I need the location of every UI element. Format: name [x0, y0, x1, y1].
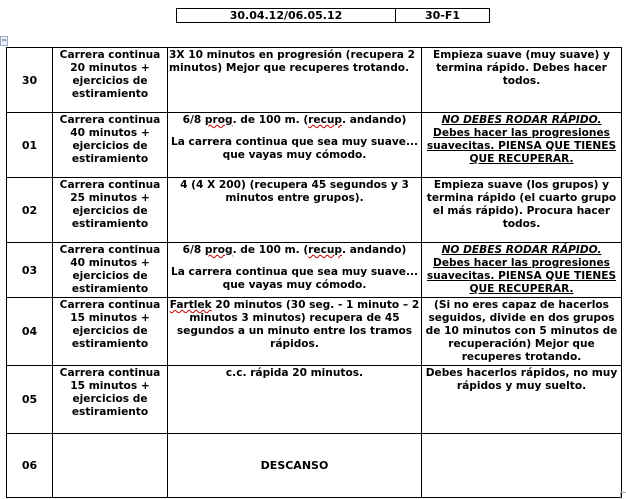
- workout-cell: [168, 113, 422, 178]
- workout-cell: [168, 298, 422, 366]
- date-range: 30.04.12/06.05.12: [177, 9, 396, 22]
- workout-cell: [168, 243, 422, 298]
- day-cell: 02: [7, 178, 53, 243]
- day-cell: 01: [7, 113, 53, 178]
- notes-cell: Debes hacerlos rápidos, no muy rápidos y muy suelto.: [422, 366, 622, 434]
- day-cell: 03: [7, 243, 53, 298]
- notes-cell: [422, 434, 622, 498]
- warning-text: NO DEBES RODAR RÁPIDO.: [441, 244, 602, 256]
- table-move-handle-icon[interactable]: ⇔: [1, 37, 7, 44]
- table-row: [7, 366, 622, 434]
- day-cell: 05: [7, 366, 53, 434]
- table-row: [7, 178, 622, 243]
- table-row: [7, 298, 622, 366]
- notes-cell: [422, 113, 622, 178]
- table-row: [7, 434, 622, 498]
- spellcheck-word: prog: [204, 114, 233, 126]
- warning-text: NO DEBES RODAR RÁPIDO.: [441, 114, 602, 126]
- session-cell: Carrera continua 15 minutos + ejercicios de estiramiento: [53, 366, 168, 434]
- day-cell: 30: [7, 48, 53, 113]
- notes-cell: (Si no eres capaz de hacerlos seguidos, divide en dos grupos de 10 minutos con 5 minutos de recuperación) Mejor que recuperes trotando.: [422, 298, 622, 366]
- spellcheck-word: recup: [308, 114, 342, 126]
- spellcheck-word: prog: [204, 244, 233, 256]
- table-row: [7, 113, 622, 178]
- notes-cell: [422, 243, 622, 298]
- workout-line-2: La carrera continua que sea muy suave... que vayas muy cómodo.: [170, 266, 419, 291]
- text: 6/8: [182, 244, 205, 256]
- session-cell: Carrera continua 20 minutos + ejercicios de estiramiento: [53, 48, 168, 113]
- workout-cell: DESCANSO: [168, 434, 422, 498]
- plan-code: 30-F1: [424, 9, 461, 22]
- workout-line-1: [169, 244, 420, 257]
- training-table: [6, 47, 622, 498]
- workout-line-2: La carrera continua que sea muy suave... que vayas muy cómodo.: [170, 136, 419, 161]
- table-row: [7, 243, 622, 298]
- session-cell: [53, 434, 168, 498]
- notes-text: Debes hacer las progresiones suavecitas. PIENSA QUE TIENES QUE RECUPERAR.: [426, 257, 617, 295]
- text: . de 100 m. (: [232, 114, 309, 126]
- day-cell: 04: [7, 298, 53, 366]
- notes-text: Debes hacer las progresiones suavecitas. PIENSA QUE TIENES QUE RECUPERAR.: [426, 127, 617, 165]
- text: . andando): [342, 114, 407, 126]
- table-resize-handle[interactable]: [620, 492, 626, 499]
- session-cell: Carrera continua 40 minutos + ejercicios de estiramiento: [53, 243, 168, 298]
- day-cell: 06: [7, 434, 53, 498]
- session-cell: Carrera continua 15 minutos + ejercicios de estiramiento: [53, 298, 168, 366]
- spellcheck-word: recup: [308, 244, 342, 256]
- session-cell: Carrera continua 25 minutos + ejercicios de estiramiento: [53, 178, 168, 243]
- notes-cell: Empieza suave (los grupos) y termina rápido (el cuarto grupo el más rápido). Procura hacer todos.: [422, 178, 622, 243]
- notes-cell: Empieza suave (muy suave) y termina rápido. Debes hacer todos.: [422, 48, 622, 113]
- workout-cell: 4 (4 X 200) (recupera 45 segundos y 3 minutos entre grupos).: [168, 178, 422, 243]
- workout-cell: c.c. rápida 20 minutos.: [168, 366, 422, 434]
- text: . andando): [342, 244, 407, 256]
- text: 20 minutos (30 seg. - 1 minuto – 2 minutos 3 minutos) recupera de 45 segundos a un minuto entre los tramos rápidos.: [176, 299, 420, 350]
- workout-line-1: [169, 114, 420, 127]
- spellcheck-word: Fartlek: [169, 299, 212, 311]
- text: 6/8: [182, 114, 205, 126]
- session-cell: Carrera continua 40 minutos + ejercicios de estiramiento: [53, 113, 168, 178]
- workout-cell: 3X 10 minutos en progresión (recupera 2 minutos) Mejor que recuperes trotando.: [168, 48, 422, 113]
- text: . de 100 m. (: [232, 244, 309, 256]
- week-header: [176, 8, 490, 23]
- table-row: [7, 48, 622, 113]
